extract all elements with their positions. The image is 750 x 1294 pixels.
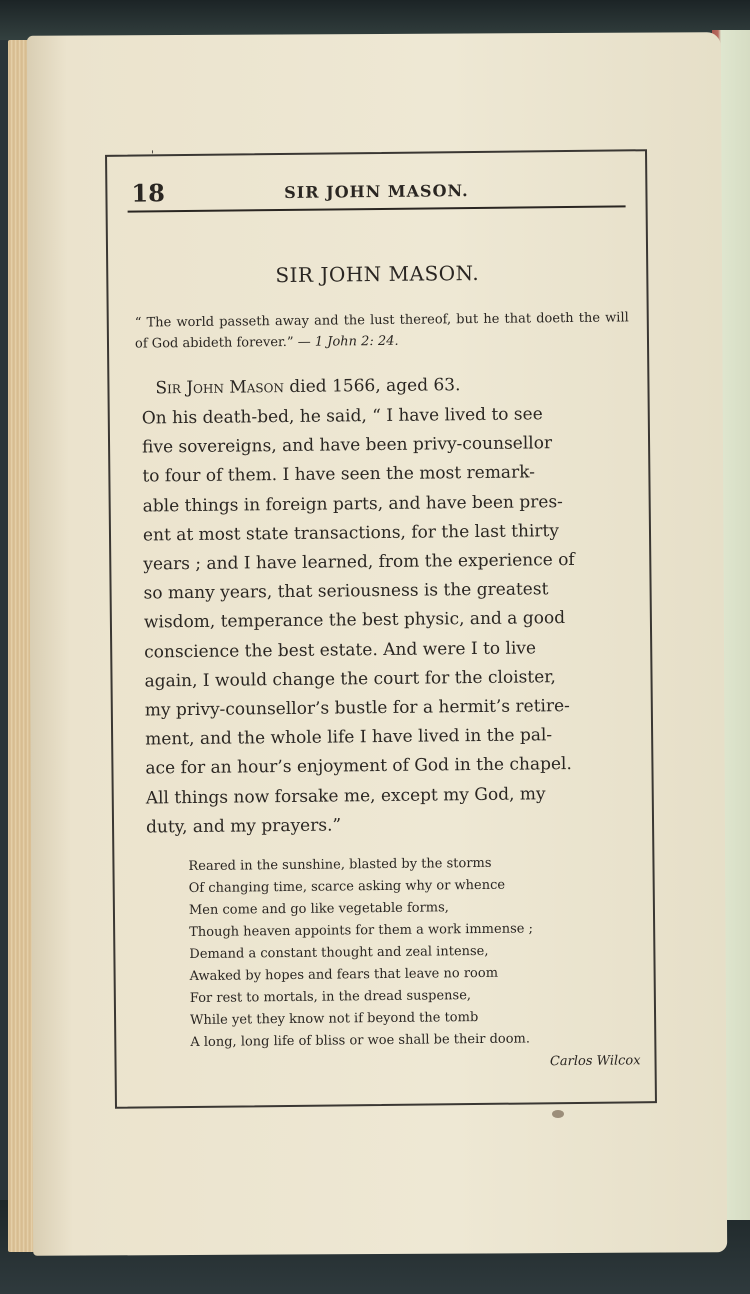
quote-line: five sovereigns, and have been privy-counsellor bbox=[141, 433, 553, 458]
poem-line: For rest to mortals, in the dread suspense, bbox=[189, 988, 472, 1007]
poem-line: While yet they know not if beyond the tomb bbox=[190, 1010, 479, 1029]
intro-name: Sir John Mason bbox=[155, 377, 285, 399]
quote-line: years ; and I have learned, from the experience of bbox=[143, 549, 575, 575]
quote-line: my privy-counsellor’s bustle for a hermit’s retire- bbox=[144, 696, 570, 721]
page-number: 18 bbox=[131, 178, 165, 208]
quote-line: able things in foreign parts, and have been pres- bbox=[142, 491, 563, 517]
quote-line: again, I would change the court for the cloister, bbox=[144, 667, 556, 692]
margin-mark: ' bbox=[150, 148, 155, 162]
quote-line: ent at most state transactions, for the last thirty bbox=[142, 520, 560, 546]
poem-line: Though heaven appoints for them a work immense ; bbox=[189, 921, 533, 941]
quote-line: On his death-bed, he said, “ I have lived to see bbox=[141, 404, 543, 429]
intro-line bbox=[155, 369, 635, 402]
poem-author: Carlos Wilcox bbox=[549, 1053, 641, 1070]
page-header bbox=[127, 171, 625, 212]
quote-line: conscience the best estate. And were I to live bbox=[144, 638, 537, 663]
article-title: SIR JOHN MASON. bbox=[275, 260, 480, 288]
deathbed-quote bbox=[142, 399, 641, 842]
quote-line: All things now forsake me, except my God, my bbox=[145, 783, 546, 809]
ink-stain bbox=[552, 1110, 564, 1118]
poem-line: Awaked by hopes and fears that leave no room bbox=[189, 965, 499, 985]
quote-line: ment, and the whole life I have lived in the pal- bbox=[145, 725, 553, 750]
quote-line: so many years, that seriousness is the greatest bbox=[143, 579, 549, 604]
epigraph-text: “ The world passeth away and the lust thereof, but he that doeth the will of God abideth forever.” — bbox=[134, 310, 629, 352]
poem-line: Reared in the sunshine, blasted by the storms bbox=[188, 855, 492, 875]
poem-line: Demand a constant thought and zeal intense, bbox=[189, 943, 489, 963]
quote-line: ace for an hour’s enjoyment of God in the chapel. bbox=[145, 754, 572, 779]
quote-line: wisdom, temperance the best physic, and a good bbox=[143, 608, 566, 633]
quote-line: duty, and my prayers.” bbox=[145, 815, 342, 838]
poem-line: A long, long life of bliss or woe shall be their doom. bbox=[190, 1031, 531, 1051]
text-frame bbox=[105, 149, 657, 1109]
epigraph bbox=[135, 307, 629, 354]
poem bbox=[188, 851, 640, 1054]
quote-line: to four of them. I have seen the most remark- bbox=[142, 462, 536, 487]
running-title: SIR JOHN MASON. bbox=[284, 181, 469, 202]
epigraph-citation: 1 John 2: 24. bbox=[314, 333, 399, 350]
poem-line: Of changing time, scarce asking why or whence bbox=[188, 877, 506, 897]
intro-rest: died 1566, aged 63. bbox=[283, 375, 461, 398]
poem-line: Men come and go like vegetable forms, bbox=[188, 900, 449, 919]
